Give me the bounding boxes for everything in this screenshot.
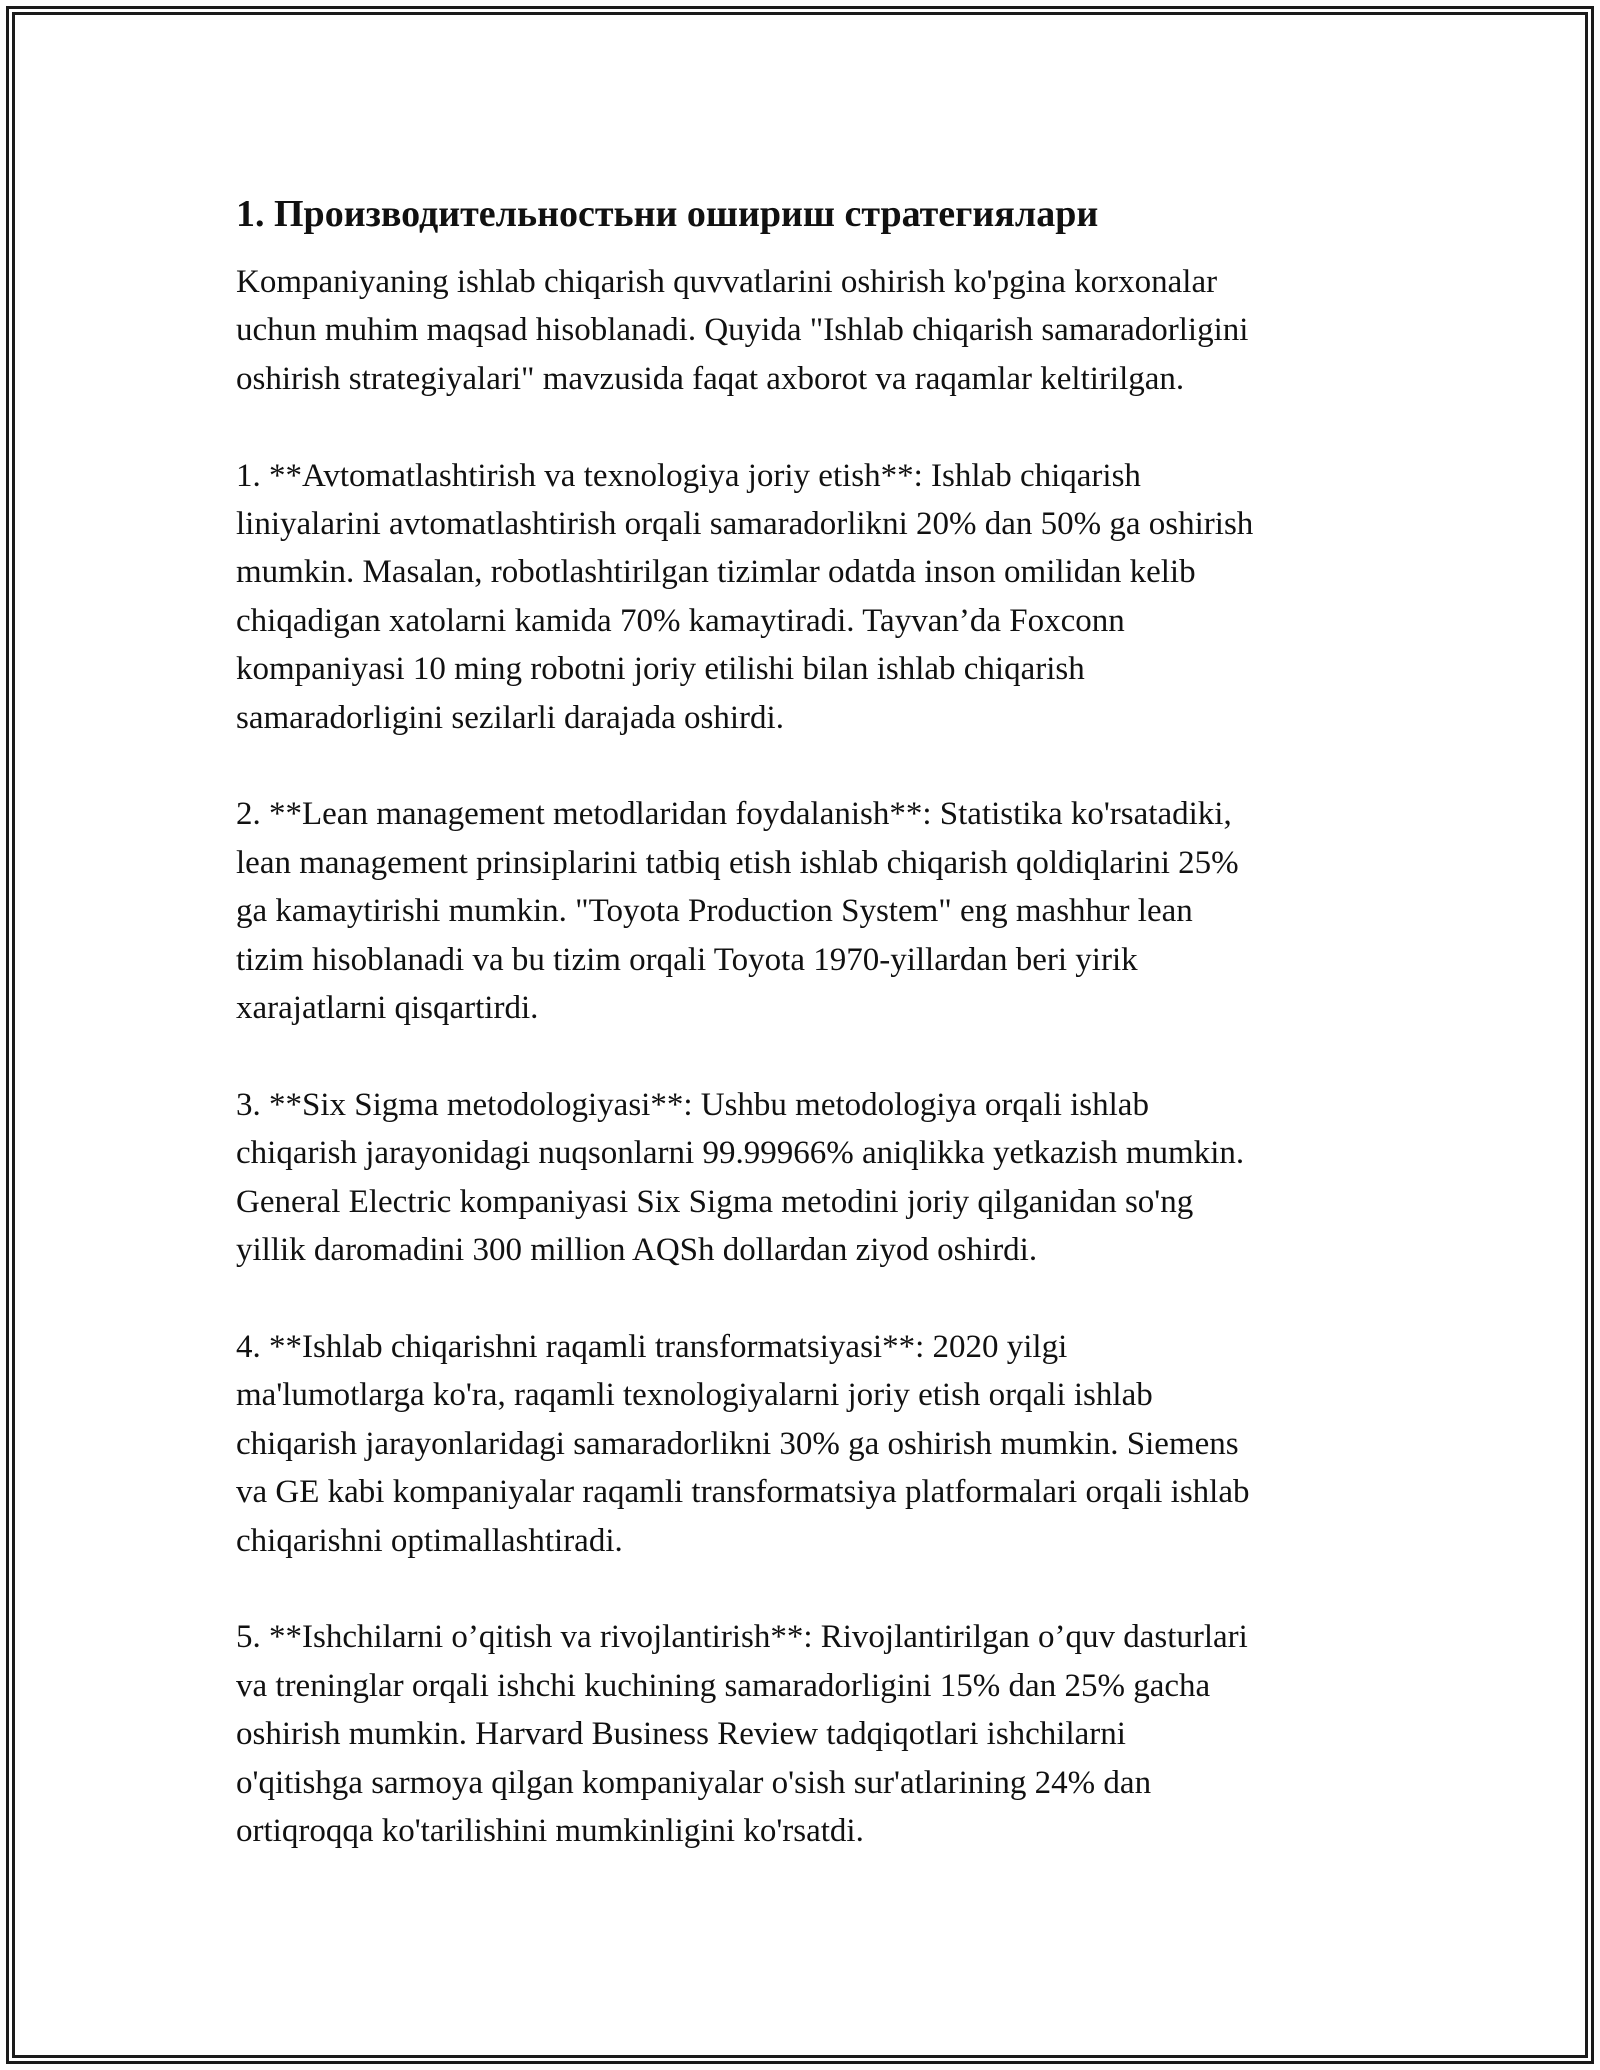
strategy-item-digital: 4. **Ishlab chiqarishni raqamli transformatsiyasi**: 2020 yilgi ma'lumotlarga ko'ra, raqamli texnologiyalarni joriy etish orqali ishlab chiqarish jarayonlaridagi samaradorlikni 30% ga oshirish mumkin. Siemens va GE kabi kompaniyalar raqamli transformatsiya platformalari orqali ishlab chiqarishni optimallashtiradi. (236, 1328, 1250, 1559)
strategy-item-lean: 2. **Lean management metodlaridan foydalanish**: Statistika ko'rsatadiki, lean management prinsiplarini tatbiq etish ishlab chiqarish qoldiqlarini 25% ga kamaytirishi mumkin. "Toyota Production System" eng mashhur lean tizim hisoblanadi va bu tizim orqali Toyota 1970-yillardan beri yirik xarajatlarni qisqartirdi. (236, 796, 1239, 1027)
section-heading: 1. Производительностьни ошириш стратегиялари (236, 193, 1099, 235)
intro-paragraph: Kompaniyaning ishlab chiqarish quvvatlarini oshirish ko'pgina korxonalar uchun muhim maqsad hisoblanadi. Quyida "Ishlab chiqarish samaradorligini oshirish strategiyalari" mavzusida faqat axborot va raqamlar keltirilgan. (236, 264, 1249, 397)
strategy-item-training: 5. **Ishchilarni o’qitish va rivojlantirish**: Rivojlantirilgan o’quv dasturlari va treninglar orqali ishchi kuchining samaradorligini 15% dan 25% gacha oshirish mumkin. Harvard Business Review tadqiqotlari ishchilarni o'qitishga sarmoya qilgan kompaniyalar o'sish sur'atlarining 24% dan ortiqroqqa ko'tarilishini mumkinligini ko'rsatdi. (236, 1619, 1248, 1849)
document-body (236, 186, 1376, 1855)
strategy-item-automation: 1. **Avtomatlashtirish va texnologiya joriy etish**: Ishlab chiqarish liniyalarini avtomatlashtirish orqali samaradorlikni 20% dan 50% ga oshirish mumkin. Masalan, robotlashtirilgan tizimlar odatda inson omilidan kelib chiqadigan xatolarni kamida 70% kamaytiradi. Tayvan’da Foxconn kompaniyasi 10 ming robotni joriy etilishi bilan ishlab chiqarish samaradorligini sezilarli darajada oshirdi. (236, 457, 1254, 736)
strategy-item-six-sigma: 3. **Six Sigma metodologiyasi**: Ushbu metodologiya orqali ishlab chiqarish jarayonidagi nuqsonlarni 99.99966% aniqlikka yetkazish mumkin. General Electric kompaniyasi Six Sigma metodini joriy qilganidan so'ng yillik daromadini 300 million AQSh dollardan ziyod oshirdi. (236, 1086, 1245, 1269)
